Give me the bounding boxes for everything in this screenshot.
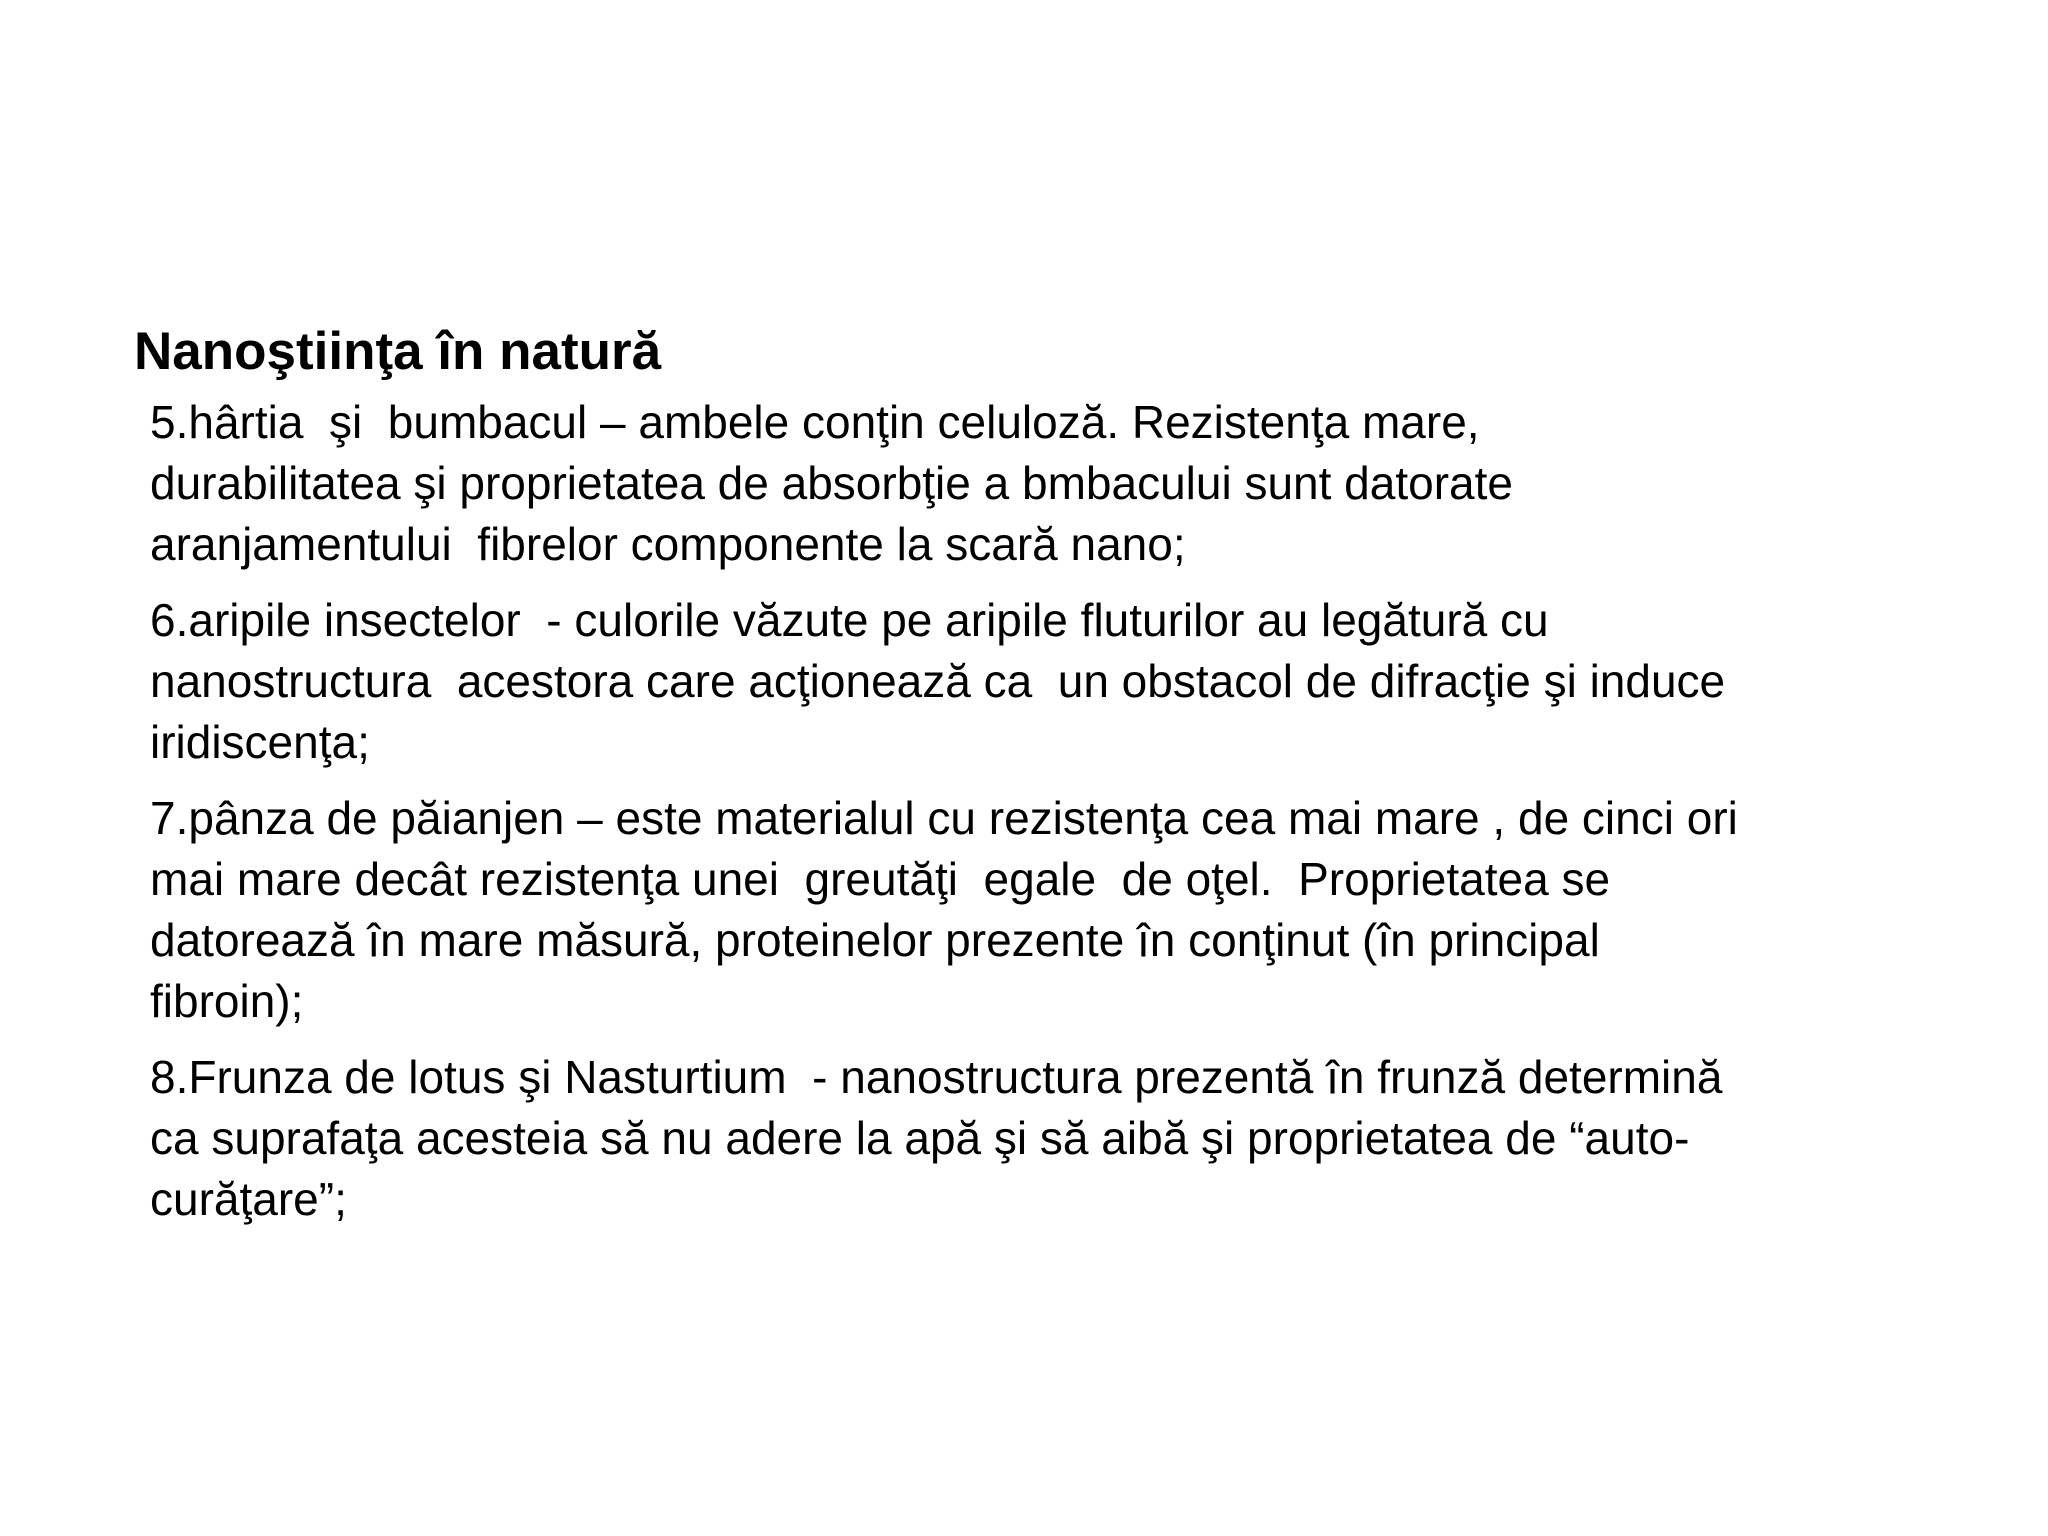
list-item xyxy=(150,392,1950,575)
item-line: durabilitatea şi proprietatea de absorbţie a bmbacului sunt datorate xyxy=(150,457,1513,509)
item-line: nanostructura acestora care acţionează ca un obstacol de difracţie şi induce xyxy=(150,655,1726,707)
item-line: fibroin); xyxy=(150,975,304,1027)
list-item xyxy=(150,788,1950,1032)
item-line: 5.hârtia şi bumbacul – ambele conţin celuloză. Rezistenţa mare, xyxy=(150,396,1480,448)
item-line: 7.pânza de păianjen – este materialul cu rezistenţa cea mai mare , de cinci ori xyxy=(150,792,1738,844)
item-line: iridiscenţa; xyxy=(150,716,370,768)
slide-title: Nanoştiinţa în natură xyxy=(134,322,662,381)
item-line: aranjamentului fibrelor componente la scară nano; xyxy=(150,518,1186,570)
item-line: 6.aripile insectelor - culorile văzute pe aripile fluturilor au legătură cu xyxy=(150,594,1549,646)
item-line: ca suprafaţa acesteia să nu adere la apă şi să aibă şi proprietatea de “auto- xyxy=(150,1112,1690,1164)
item-line: curăţare”; xyxy=(150,1173,347,1225)
bullet-list xyxy=(150,392,1950,1245)
item-line: 8.Frunza de lotus şi Nasturtium - nanostructura prezentă în frunză determină xyxy=(150,1051,1723,1103)
list-item xyxy=(150,590,1950,773)
item-line: mai mare decât rezistenţa unei greutăţi egale de oţel. Proprietatea se xyxy=(150,853,1611,905)
list-item xyxy=(150,1047,1950,1230)
item-line: datorează în mare măsură, proteinelor prezente în conţinut (în principal xyxy=(150,914,1600,966)
